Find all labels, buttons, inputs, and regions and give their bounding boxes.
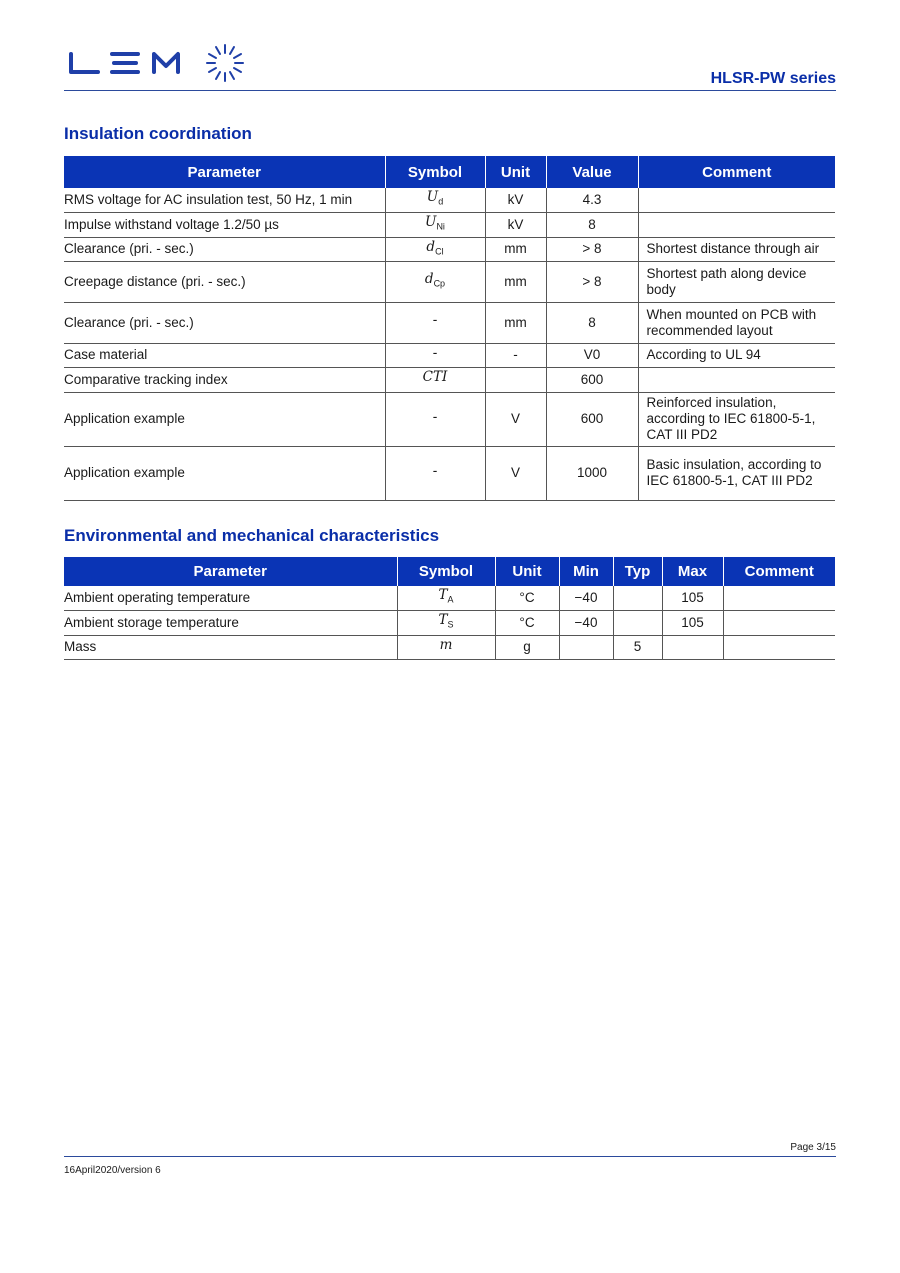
- header-unit: Unit: [485, 156, 546, 188]
- insulation-title: Insulation coordination: [64, 124, 252, 143]
- value-cell: 600: [546, 367, 638, 392]
- comment-cell: Shortest distance through air: [638, 237, 835, 261]
- param-cell: Impulse withstand voltage 1.2/50 µs: [64, 212, 385, 237]
- typ-cell: [613, 586, 662, 610]
- value-cell: 1000: [546, 446, 638, 500]
- param-cell: RMS voltage for AC insulation test, 50 Hz, 1 min: [64, 188, 385, 212]
- comment-cell: [723, 635, 835, 659]
- table-row: [64, 261, 835, 302]
- header-symbol: Symbol: [397, 557, 495, 586]
- header-unit: Unit: [495, 557, 559, 586]
- version-label: 16April2020/version 6: [64, 1165, 161, 1176]
- table-row: [64, 586, 835, 610]
- series-title: HLSR-PW series: [710, 70, 836, 87]
- param-cell: Ambient storage temperature: [64, 610, 397, 635]
- max-cell: 105: [662, 586, 723, 610]
- typ-cell: 5: [613, 635, 662, 659]
- table-row: [64, 188, 835, 212]
- value-cell: V0: [546, 343, 638, 367]
- footer-rule: [64, 1156, 836, 1157]
- comment-cell: According to UL 94: [638, 343, 835, 367]
- symbol-cell: $T_S$: [397, 610, 495, 635]
- header-comment: Comment: [638, 156, 835, 188]
- value-cell: > 8: [546, 261, 638, 302]
- unit-cell: mm: [485, 261, 546, 302]
- symbol-cell: -: [385, 392, 485, 446]
- header-min: Min: [559, 557, 613, 586]
- header-parameter: Parameter: [64, 156, 385, 188]
- symbol-cell: $T_A$: [397, 586, 495, 610]
- symbol-cell: CTI: [385, 367, 485, 392]
- table-row: [64, 446, 835, 500]
- table-row: [64, 367, 835, 392]
- header-typ: Typ: [613, 557, 662, 586]
- typ-cell: [613, 610, 662, 635]
- unit-cell: g: [495, 635, 559, 659]
- value-cell: 8: [546, 302, 638, 343]
- symbol-cell: -: [385, 343, 485, 367]
- environmental-table: [64, 557, 835, 660]
- header-rule: [64, 90, 836, 91]
- unit-cell: mm: [485, 302, 546, 343]
- unit-cell: kV: [485, 212, 546, 237]
- table-row: [64, 237, 835, 261]
- symbol-cell: $U_{Ni}$: [385, 212, 485, 237]
- param-cell: Creepage distance (pri. - sec.): [64, 261, 385, 302]
- comment-cell: [638, 212, 835, 237]
- comment-cell: [723, 610, 835, 635]
- environmental-title: Environmental and mechanical characteristics: [64, 526, 440, 545]
- header-max: Max: [662, 557, 723, 586]
- table-row: [64, 610, 835, 635]
- min-cell: −40: [559, 586, 613, 610]
- unit-cell: -: [485, 343, 546, 367]
- max-cell: 105: [662, 610, 723, 635]
- header-comment: Comment: [723, 557, 835, 586]
- symbol-cell: -: [385, 446, 485, 500]
- param-cell: Clearance (pri. - sec.): [64, 302, 385, 343]
- symbol-cell: $d_{Cp}$: [385, 261, 485, 302]
- comment-cell: When mounted on PCB with recommended layout: [638, 302, 835, 343]
- unit-cell: V: [485, 392, 546, 446]
- comment-cell: [638, 367, 835, 392]
- header-parameter: Parameter: [64, 557, 397, 586]
- comment-cell: Basic insulation, according to IEC 61800-5-1, CAT III PD2: [638, 446, 835, 500]
- table-row: [64, 212, 835, 237]
- value-cell: > 8: [546, 237, 638, 261]
- value-cell: 4.3: [546, 188, 638, 212]
- unit-cell: °C: [495, 610, 559, 635]
- comment-cell: Reinforced insulation, according to IEC 61800-5-1, CAT III PD2: [638, 392, 835, 446]
- param-cell: Comparative tracking index: [64, 367, 385, 392]
- header-symbol: Symbol: [385, 156, 485, 188]
- param-cell: Ambient operating temperature: [64, 586, 397, 610]
- param-cell: Application example: [64, 446, 385, 500]
- param-cell: Case material: [64, 343, 385, 367]
- value-cell: 600: [546, 392, 638, 446]
- symbol-cell: -: [385, 302, 485, 343]
- comment-cell: Shortest path along device body: [638, 261, 835, 302]
- param-cell: Mass: [64, 635, 397, 659]
- unit-cell: kV: [485, 188, 546, 212]
- unit-cell: [485, 367, 546, 392]
- unit-cell: mm: [485, 237, 546, 261]
- lem-logo: [68, 42, 248, 86]
- table-row: [64, 635, 835, 659]
- comment-cell: [723, 586, 835, 610]
- symbol-cell: m: [397, 635, 495, 659]
- param-cell: Clearance (pri. - sec.): [64, 237, 385, 261]
- min-cell: −40: [559, 610, 613, 635]
- table-row: [64, 302, 835, 343]
- value-cell: 8: [546, 212, 638, 237]
- header-value: Value: [546, 156, 638, 188]
- param-cell: Application example: [64, 392, 385, 446]
- comment-cell: [638, 188, 835, 212]
- max-cell: [662, 635, 723, 659]
- unit-cell: °C: [495, 586, 559, 610]
- min-cell: [559, 635, 613, 659]
- table-row: [64, 343, 835, 367]
- page-number: Page 3/15: [790, 1142, 836, 1153]
- symbol-cell: $d_{Cl}$: [385, 237, 485, 261]
- insulation-table: [64, 156, 835, 501]
- symbol-cell: $U_d$: [385, 188, 485, 212]
- table-row: [64, 392, 835, 446]
- unit-cell: V: [485, 446, 546, 500]
